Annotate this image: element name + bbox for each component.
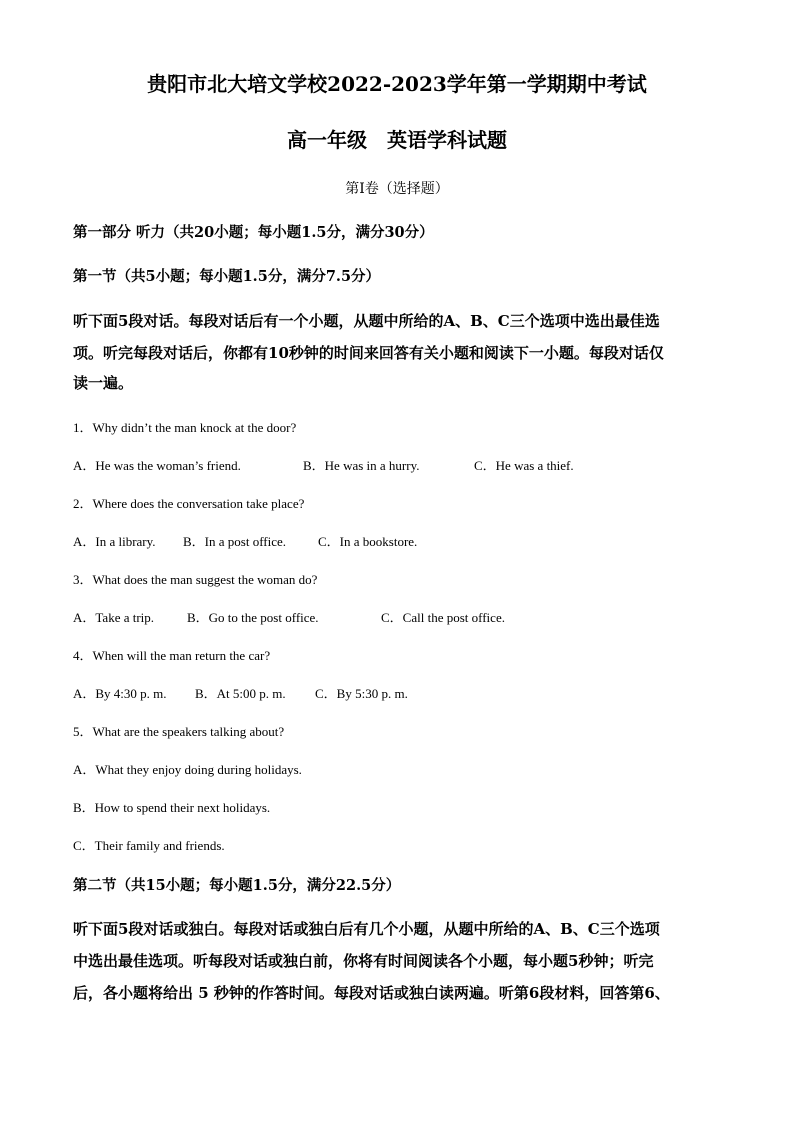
section2-instruction-line3: 后，各小题将给出 5 秒钟的作答时间。每段对话或独白读两遍。听第6段材料，回答第6、 [73,984,670,1002]
question-4-stem: 4．When will the man return the car? [73,648,271,663]
question-1-stem: 1．Why didn’t the man knock at the door? [73,420,297,435]
volume-label: 第Ⅰ卷（选择题） [345,181,449,197]
question-5-option-c: C．Their family and friends. [73,838,225,853]
question-4-option-a: A．By 4:30 p. m. [73,686,167,701]
section1-heading: 第一节（共5小题；每小题1.5分，满分7.5分） [73,268,381,285]
question-4-option-b: B．At 5:00 p. m. [195,686,286,701]
question-1-option-a: A．He was the woman’s friend. [73,458,241,473]
exam-subtitle: 高一年级 英语学科试题 [287,128,507,152]
question-2-option-c: C．In a bookstore. [318,534,418,549]
question-5-stem: 5．What are the speakers talking about? [73,724,285,739]
question-4-option-c: C．By 5:30 p. m. [315,686,408,701]
question-3-stem: 3．What does the man suggest the woman do? [73,572,318,587]
question-3-option-c: C．Call the post office. [381,610,505,625]
question-3-option-b: B．Go to the post office. [187,610,319,625]
part1-heading: 第一部分 听力（共20小题；每小题1.5分，满分30分） [73,224,434,241]
question-2-option-a: A．In a library. [73,534,156,549]
section1-instruction-line1: 听下面5段对话。每段对话后有一个小题，从题中所给的A、B、C三个选项中选出最佳选 [73,312,660,330]
question-1-option-c: C．He was a thief. [474,458,574,473]
question-2-option-b: B．In a post office. [183,534,287,549]
question-5-option-b: B．How to spend their next holidays. [73,800,271,815]
question-1-option-b: B．He was in a hurry. [303,458,420,473]
section2-instruction-line2: 中选出最佳选项。听每段对话或独白前，你将有时间阅读各个小题，每小题5秒钟；听完 [73,952,654,970]
section1-instruction-line3: 读一遍。 [73,374,134,392]
exam-title: 贵阳市北大培文学校2022-2023学年第一学期期中考试 [147,72,647,96]
question-3-option-a: A．Take a trip. [73,610,155,625]
question-5-option-a: A．What they enjoy doing during holidays. [73,762,302,777]
section1-instruction-line2: 项。听完每段对话后，你都有10秒钟的时间来回答有关小题和阅读下一小题。每段对话仅 [73,344,664,362]
section2-heading: 第二节（共15小题；每小题1.5分，满分22.5分） [73,877,401,894]
section2-instruction-line1: 听下面5段对话或独白。每段对话或独白后有几个小题，从题中所给的A、B、C三个选项 [73,920,660,938]
question-2-stem: 2．Where does the conversation take place? [73,496,305,511]
